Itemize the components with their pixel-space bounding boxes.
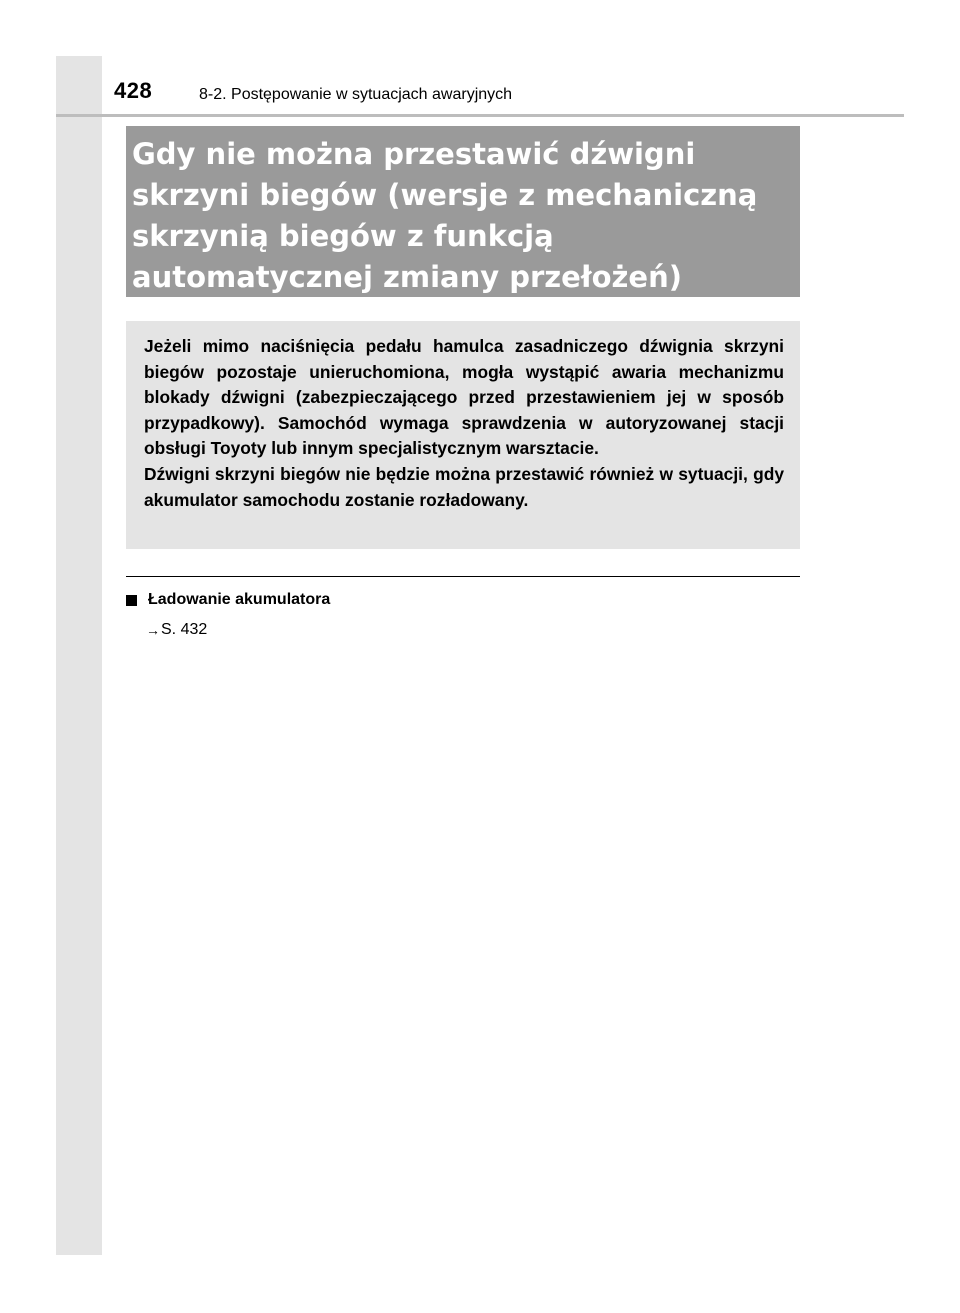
side-strip	[56, 56, 102, 1255]
title-box	[126, 126, 800, 297]
section-divider	[126, 576, 800, 577]
page-number: 428	[114, 78, 153, 103]
header-divider	[56, 114, 904, 117]
page-title: Gdy nie można przestawić dźwigni skrzyni biegów (wersje z mechaniczną skrzynią biegów z funkcją automatycznej zmiany przełożeń)	[132, 137, 758, 294]
notice-paragraph-1: Jeżeli mimo naciśnięcia pedału hamulca zasadniczego dźwignia skrzyni biegów pozostaje unieruchomiona, mogła wystąpić awaria mechanizmu blokady dźwigni (zabezpieczającego przed przestawieniem jej w sposób przypadkowy). Samochód wymaga sprawdzenia w autoryzowanej stacji obsługi Toyoty lub innym specjalistycznym warsztacie.	[144, 336, 784, 459]
subsection-heading-text: Ładowanie akumulatora	[148, 591, 331, 608]
arrow-right-icon: →	[146, 622, 160, 638]
notice-paragraph-2: Dźwigni skrzyni biegów nie będzie można przestawić również w sytuacji, gdy akumulator samochodu zostanie rozładowany.	[144, 463, 784, 510]
subsection-heading	[126, 591, 330, 609]
notice-box	[126, 321, 800, 549]
square-bullet-icon	[126, 595, 137, 606]
notice-text	[144, 334, 784, 513]
page-reference-text[interactable]: S. 432	[161, 621, 208, 638]
page-reference[interactable]	[146, 621, 207, 639]
section-title: 8-2. Postępowanie w sytuacjach awaryjnych	[199, 86, 513, 103]
